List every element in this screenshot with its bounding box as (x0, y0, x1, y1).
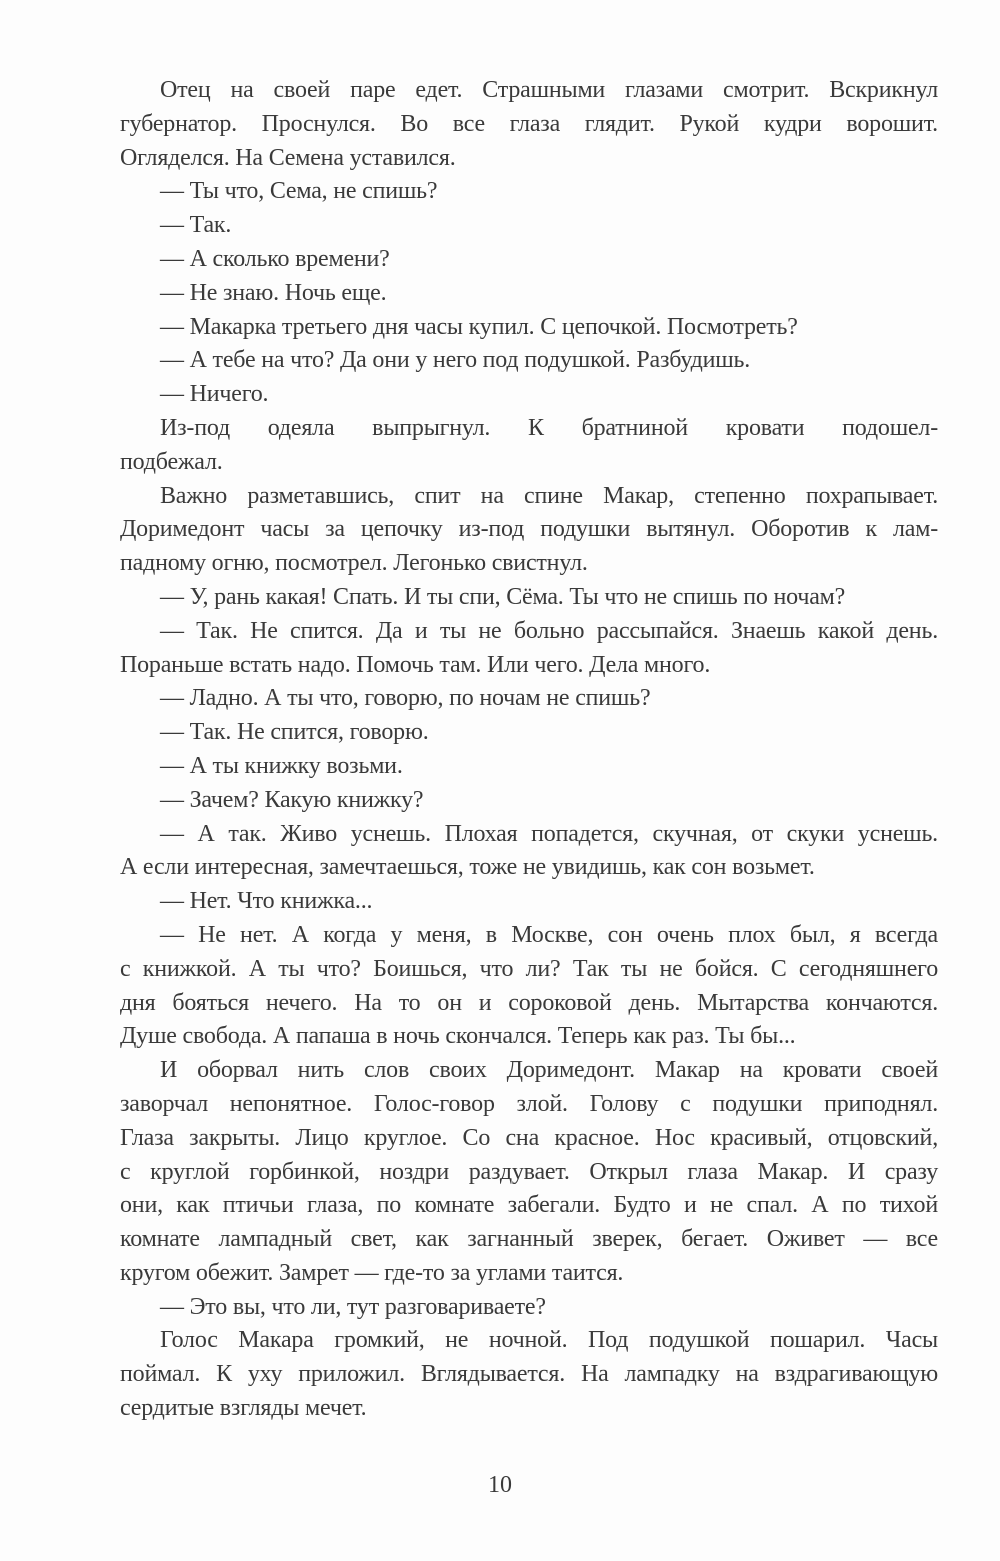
text-line: — Это вы, что ли, тут разговариваете? (160, 1293, 546, 1320)
paragraph (120, 243, 938, 277)
page-number: 10 (488, 1472, 512, 1498)
paragraph (120, 1324, 938, 1425)
text-line: — А ты книжку возьми. (160, 752, 403, 779)
text-line: с книжкой. А ты что? Боишься, что ли? Так ты не бойся. С сегодняшнего (120, 955, 938, 982)
text-line: кругом обежит. Замрет — где-то за углами таится. (120, 1259, 624, 1286)
text-line: заворчал непонятное. Голос-говор злой. Голову с подушки приподнял. (120, 1090, 938, 1117)
text-line: — У, рань какая! Спать. И ты спи, Сёма. Ты что не спишь по ночам? (160, 583, 846, 610)
text-line: И оборвал нить слов своих Доримедонт. Макар на кровати своей (160, 1057, 938, 1084)
text-line: — Зачем? Какую книжку? (160, 786, 424, 813)
text-line: Из-под одеяла выпрыгнул. К братниной кровати подошел- (160, 414, 938, 441)
text-line: — А сколько времени? (160, 245, 390, 272)
paragraph (120, 277, 938, 311)
text-line: с круглой горбинкой, ноздри раздувает. Открыл глаза Макар. И сразу (120, 1158, 938, 1185)
text-line: Важно разметавшись, спит на спине Макар, степенно похрапывает. (160, 482, 938, 509)
text-line: Душе свобода. А папаша в ночь скончался. Теперь как раз. Ты бы... (120, 1023, 796, 1050)
text-line: — Не знаю. Ночь еще. (160, 279, 387, 306)
text-line: — Макарка третьего дня часы купил. С цепочкой. Посмотреть? (160, 313, 798, 340)
paragraph (120, 818, 938, 886)
paragraph (120, 1054, 938, 1291)
text-line: — Ты что, Сема, не спишь? (160, 178, 438, 205)
text-line: — Не нет. А когда у меня, в Москве, сон очень плох был, я всегда (160, 921, 938, 948)
page-body-text (120, 74, 938, 1426)
text-line: — Ничего. (160, 381, 269, 408)
text-line: губернатор. Проснулся. Во все глаза глядит. Рукой кудри ворошит. (120, 110, 938, 137)
paragraph (120, 716, 938, 750)
paragraph (120, 175, 938, 209)
text-line: А если интересная, замечтаешься, тоже не увидишь, как сон возьмет. (120, 854, 815, 881)
paragraph (120, 784, 938, 818)
text-line: Доримедонт часы за цепочку из-под подушки вытянул. Оборотив к лам- (120, 516, 938, 543)
text-line: Пораньше встать надо. Помочь там. Или чего. Дела много. (120, 651, 711, 678)
paragraph (120, 581, 938, 615)
text-line: Глаза закрыты. Лицо круглое. Со сна красное. Нос красивый, отцовский, (120, 1124, 938, 1151)
text-line: — Нет. Что книжка... (160, 888, 373, 915)
text-line: Огляделся. На Семена уставился. (120, 144, 456, 171)
paragraph (120, 480, 938, 581)
text-line: поймал. К уху приложил. Вглядывается. На лампадку на вздрагивающую (120, 1361, 938, 1388)
text-line: они, как птичьи глаза, по комнате забегали. Будто и не спал. А по тихой (120, 1192, 938, 1219)
text-line: — Так. Не спится. Да и ты не больно рассыпайся. Знаешь какой день. (160, 617, 938, 644)
text-line: — Так. Не спится, говорю. (160, 719, 429, 746)
paragraph (120, 885, 938, 919)
text-line: падному огню, посмотрел. Легонько свистнул. (120, 550, 588, 577)
paragraph (120, 74, 938, 175)
paragraph (120, 750, 938, 784)
paragraph (120, 311, 938, 345)
paragraph (120, 919, 938, 1054)
text-line: Отец на своей паре едет. Страшными глазами смотрит. Вскрикнул (160, 77, 938, 103)
text-line: — Ладно. А ты что, говорю, по ночам не спишь? (160, 685, 651, 712)
paragraph (120, 682, 938, 716)
text-line: Голос Макара громкий, не ночной. Под подушкой пошарил. Часы (160, 1327, 938, 1354)
paragraph (120, 209, 938, 243)
paragraph (120, 1291, 938, 1325)
text-line: подбежал. (120, 448, 223, 475)
text-line: — Так. (160, 212, 232, 239)
paragraph (120, 378, 938, 412)
paragraph (120, 412, 938, 480)
text-line: дня бояться нечего. На то он и сороковой день. Мытарства кончаются. (120, 989, 938, 1016)
paragraph (120, 344, 938, 378)
text-line: сердитые взгляды мечет. (120, 1395, 367, 1422)
paragraph (120, 615, 938, 683)
text-line: — А тебе на что? Да они у него под подушкой. Разбудишь. (160, 347, 751, 374)
text-line: — А так. Живо уснешь. Плохая попадется, скучная, от скуки уснешь. (160, 820, 938, 847)
text-line: комнате лампадный свет, как загнанный зверек, бегает. Оживет — все (120, 1226, 938, 1253)
